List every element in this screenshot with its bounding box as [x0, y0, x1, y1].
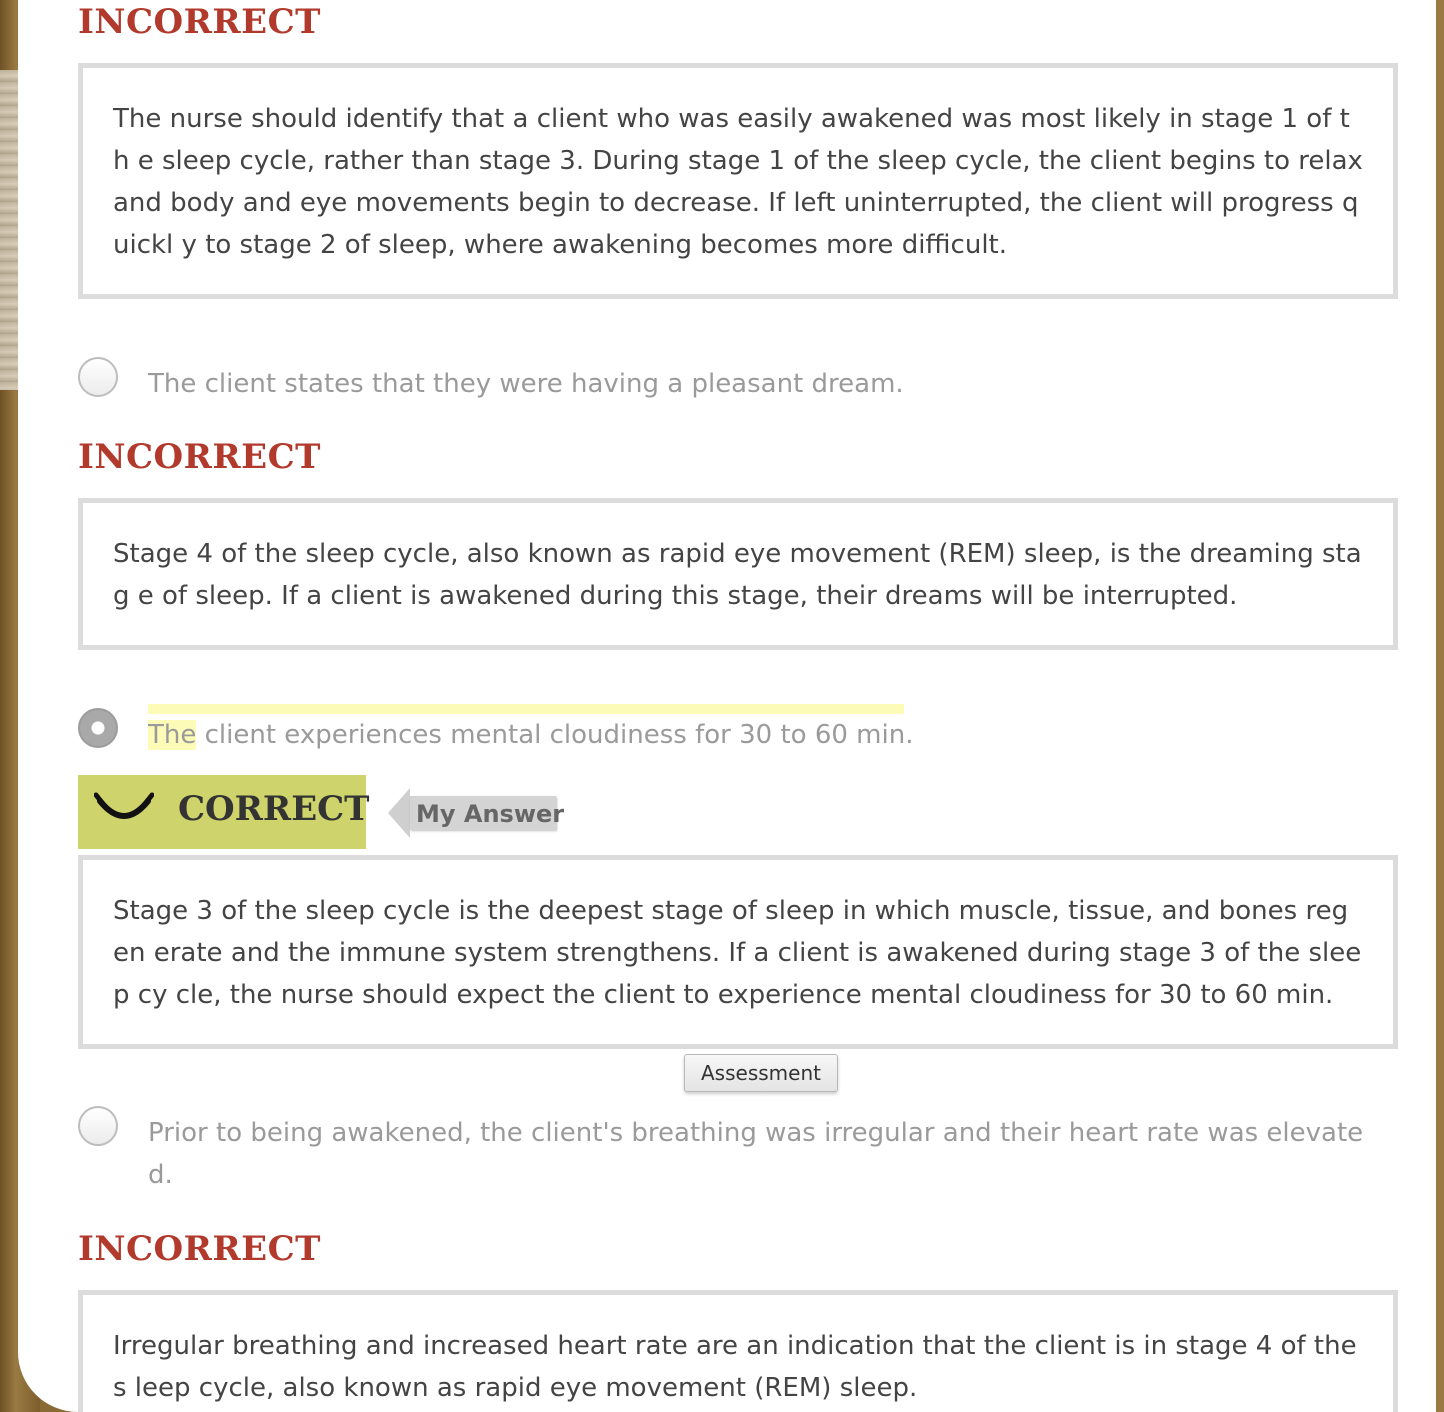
radio-button-selected[interactable] [78, 708, 118, 748]
rationale-text: Irregular breathing and increased heart rate are an indication that the client is in stage 4 of the s leep cycle, also known as rapid eye movement (REM) sleep. [113, 1331, 1357, 1403]
radio-button[interactable] [78, 1106, 118, 1146]
rationale-box [78, 498, 1398, 650]
option-text [148, 714, 1368, 756]
my-answer-label: My Answer [416, 800, 565, 828]
option-text: Prior to being awakened, the client's breathing was irregular and their heart rate was elevate d. [148, 1118, 1364, 1190]
rationale-box [78, 63, 1398, 299]
incorrect-label: INCORRECT [78, 1229, 321, 1269]
option-text-rest: client experiences mental cloudiness for 30 to 60 min. [196, 720, 914, 750]
rationale-text: Stage 4 of the sleep cycle, also known as rapid eye movement (REM) sleep, is the dreaming stag e of sleep. If a client is awakened during this stage, their dreams will be interrupted. [113, 539, 1362, 611]
incorrect-label: INCORRECT [78, 437, 321, 477]
rationale-box [78, 855, 1398, 1049]
radio-button[interactable] [78, 357, 118, 397]
smile-check-icon [94, 791, 154, 821]
my-answer-tag [388, 788, 565, 838]
option-text: The client states that they were having a pleasant dream. [148, 369, 904, 399]
rationale-box [78, 1290, 1398, 1412]
correct-label: CORRECT [178, 789, 370, 829]
correct-banner [78, 775, 370, 849]
incorrect-label: INCORRECT [78, 2, 321, 42]
arrow-left-icon [388, 788, 410, 838]
rationale-text: The nurse should identify that a client who was easily awakened was most likely in stage 1 of th e sleep cycle, rather than stage 3. During stage 1 of the sleep cycle, the client begins to relax and body and eye movements begin to decrease. If left uninterrupted, the client will progress quickl y to stage 2 of sleep, where awakening becomes more difficult. [113, 104, 1363, 260]
question-panel [18, 0, 1436, 1412]
highlighted-word: The [148, 720, 197, 750]
assessment-button[interactable]: Assessment [684, 1054, 838, 1092]
rationale-text: Stage 3 of the sleep cycle is the deepest stage of sleep in which muscle, tissue, and bones regen erate and the immune system strengthens. If a client is awakened during stage 3 of the sleep cy cle, the nurse should expect the client to experience mental cloudiness for 30 to 60 min. [113, 896, 1362, 1010]
highlight-bar [148, 704, 904, 714]
